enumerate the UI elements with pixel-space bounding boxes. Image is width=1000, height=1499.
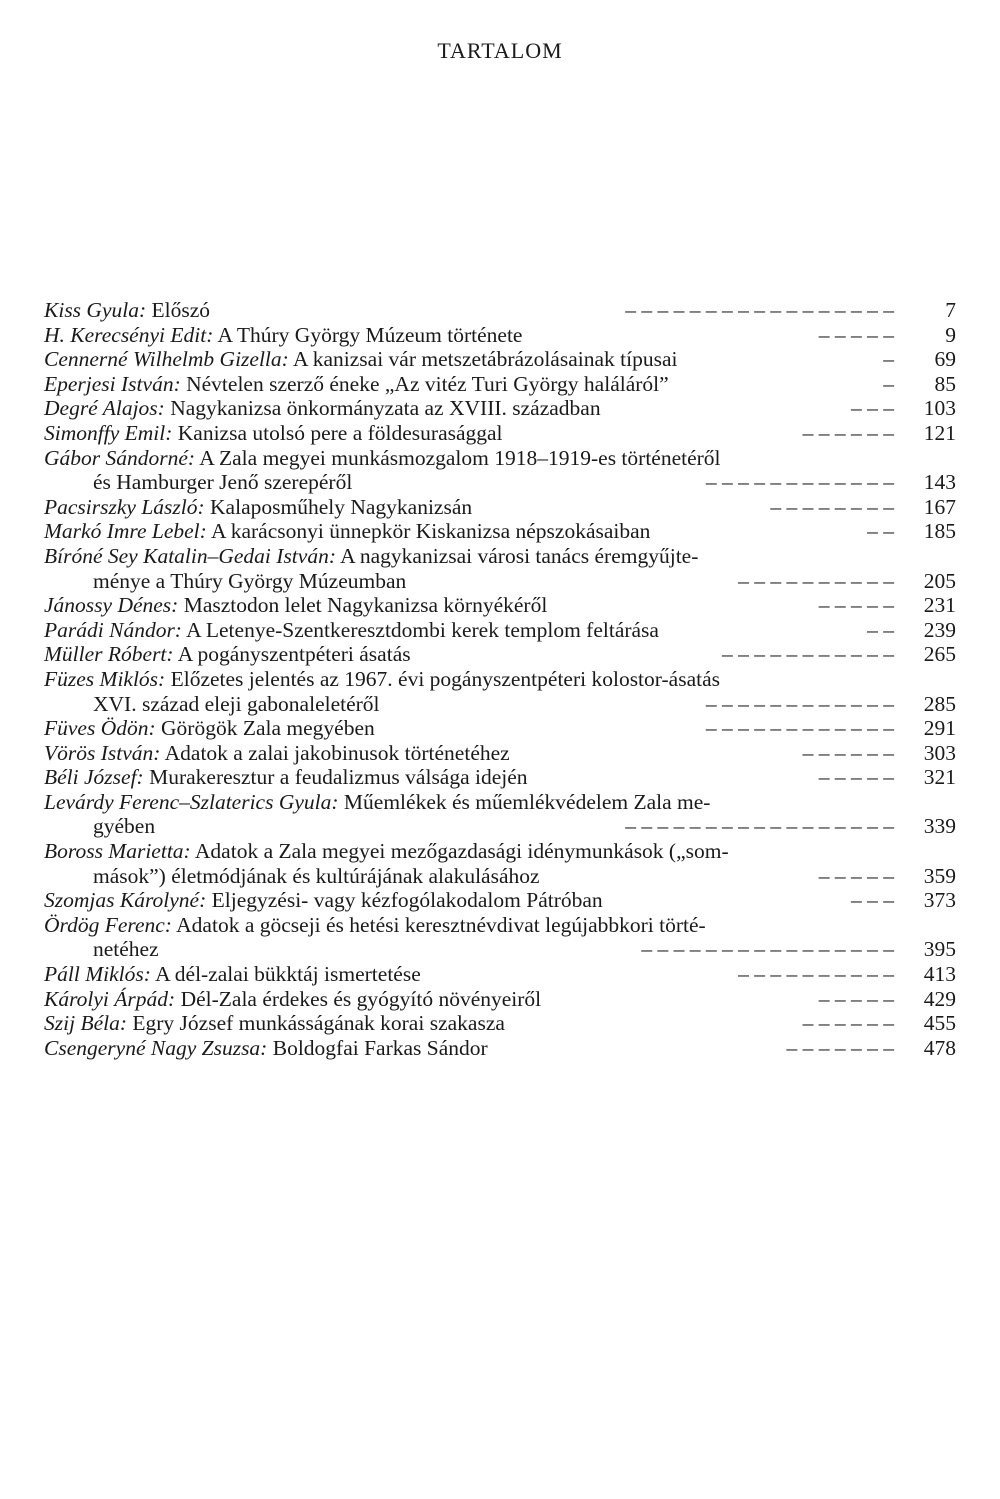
entry-title: A karácsonyi ünnepkör Kiskanizsa népszokásaiban [206, 519, 651, 544]
entry-title: Adatok a göcseji és hetési keresztnévdivat legújabbkori törté- [171, 912, 706, 937]
entry-title: A kanizsai vár metszetábrázolásainak típusai [288, 347, 678, 372]
entry-title: Névtelen szerző éneke „Az vitéz Turi György haláláról” [180, 371, 669, 396]
entry-author: Csengeryné Nagy Zsuzsa: [44, 1035, 268, 1060]
toc-entry[interactable] [44, 839, 956, 888]
dot-leader: – – – – – – [802, 420, 894, 445]
entry-title: Eljegyzési- vagy kézfogólakodalom Pátróban [206, 888, 603, 913]
entry-title: Adatok a zalai jakobinusok történetéhez [160, 740, 510, 765]
dot-leader: – – – – – – – – – – – – [705, 470, 894, 495]
toc-entry-line [44, 372, 956, 397]
entry-title: Masztodon lelet Nagykanizsa környékéről [178, 593, 548, 618]
dot-leader: – – – [851, 396, 894, 421]
entry-author: Parádi Nándor: [44, 617, 182, 642]
entry-title: netéhez [93, 937, 159, 962]
toc-entry[interactable] [44, 323, 956, 348]
dot-leader: – – – – – – – – – – – – – – – – [641, 937, 894, 962]
toc-entry[interactable] [44, 298, 956, 323]
entry-title: Adatok a Zala megyei mezőgazdasági idénymunkások („som- [190, 839, 729, 864]
page-number: 455 [923, 1011, 956, 1036]
dot-leader: – – – – – – – – – – – – [705, 691, 894, 716]
toc-entry-line [44, 1011, 956, 1036]
dot-leader: – – – – – [818, 593, 894, 618]
toc-entry-line [44, 716, 956, 741]
entry-title: A pogányszentpéteri ásatás [173, 642, 411, 667]
toc-entry[interactable] [44, 741, 956, 766]
entry-title: A nagykanizsai városi tanács éremgyűjte- [335, 543, 699, 568]
entry-title: Egry József munkásságának korai szakasza [127, 1011, 505, 1036]
entry-title: Kalaposműhely Nagykanizsán [204, 494, 473, 519]
page-number: 478 [923, 1035, 956, 1060]
toc-entry-continuation [44, 692, 956, 717]
entry-author: Füves Ödön: [44, 716, 156, 741]
entry-author: Szomjas Károlyné: [44, 888, 207, 913]
page-number: 429 [923, 986, 956, 1011]
toc-entry[interactable] [44, 716, 956, 741]
toc-entry[interactable] [44, 593, 956, 618]
entry-author: Markó Imre Lebel: [44, 519, 207, 544]
dot-leader: – – – – – [818, 322, 894, 347]
toc-entry[interactable] [44, 421, 956, 446]
entry-title: Dél-Zala érdekes és gyógyító növényeiről [175, 986, 542, 1011]
entry-author: Ördög Ferenc: [44, 912, 172, 937]
page-number: 7 [945, 298, 956, 322]
toc-entry-line [44, 913, 956, 938]
dot-leader: – – – – – – – – – – – [722, 642, 894, 667]
entry-author: Vörös István: [44, 740, 161, 765]
toc-entry-line [44, 446, 956, 471]
toc-entry-continuation [44, 864, 956, 889]
toc-entry-line [44, 544, 956, 569]
toc-entry-continuation [44, 569, 956, 594]
dot-leader: – – [867, 617, 894, 642]
dot-leader: – – – – – – [802, 1011, 894, 1036]
toc-entry-continuation [44, 470, 956, 495]
toc-entry[interactable] [44, 495, 956, 520]
toc-entry-line [44, 790, 956, 815]
page-number: 265 [923, 642, 956, 667]
toc-entry[interactable] [44, 347, 956, 372]
toc-entry-line [44, 642, 956, 667]
entry-author: Degré Alajos: [44, 396, 165, 421]
toc-entry-line [44, 1036, 956, 1061]
page-number: 339 [923, 814, 956, 839]
toc-entry[interactable] [44, 396, 956, 421]
dot-leader: – – – – – – – – – – – – [705, 716, 894, 741]
toc-entry-line [44, 323, 956, 348]
entry-title: mások”) életmódjának és kultúrájának alakulásához [93, 863, 540, 888]
entry-title: A Letenye-Szentkeresztdombi kerek templom feltárása [181, 617, 659, 642]
page-number: 395 [923, 937, 956, 962]
page-number: 321 [923, 765, 956, 790]
toc-entry[interactable] [44, 618, 956, 643]
page-number: 285 [923, 691, 956, 716]
dot-leader: – – – [851, 888, 894, 913]
dot-leader: – – – – – – – – – – – – – – – – – [625, 298, 894, 322]
page-number: 303 [923, 740, 956, 765]
page-number: 103 [923, 396, 956, 421]
dot-leader: – – [867, 519, 894, 544]
dot-leader: – – – – – – – – – – [738, 962, 894, 987]
toc-entry[interactable] [44, 372, 956, 397]
toc-entry[interactable] [44, 1011, 956, 1036]
entry-author: Károlyi Árpád: [44, 986, 176, 1011]
page-number: 205 [923, 568, 956, 593]
toc-entry[interactable] [44, 962, 956, 987]
toc-entry-continuation [44, 937, 956, 962]
entry-title: Műemlékek és műemlékvédelem Zala me- [338, 789, 711, 814]
dot-leader: – [883, 347, 894, 372]
page-number: 9 [945, 322, 956, 347]
page-number: 167 [923, 494, 956, 519]
toc-entry[interactable] [44, 987, 956, 1012]
page-number: 373 [923, 888, 956, 913]
entry-title: A dél-zalai bükktáj ismertetése [150, 962, 421, 987]
toc-entry-line [44, 667, 956, 692]
page-title: TARTALOM [437, 38, 563, 63]
toc-entry[interactable] [44, 913, 956, 962]
entry-title: Boldogfai Farkas Sándor [267, 1035, 488, 1060]
entry-title: A Thúry György Múzeum története [213, 322, 523, 347]
toc-entry-line [44, 962, 956, 987]
entry-author: Eperjesi István: [44, 371, 181, 396]
toc-entry-line [44, 298, 956, 323]
dot-leader: – [883, 371, 894, 396]
entry-author: Páll Miklós: [44, 962, 151, 987]
page-number: 121 [923, 420, 956, 445]
entry-title: XVI. század eleji gabonaleletéről [93, 691, 380, 716]
page-number: 143 [923, 470, 956, 495]
toc-entry[interactable] [44, 1036, 956, 1061]
entry-author: Gábor Sándorné: [44, 445, 196, 470]
dot-leader: – – – – – [818, 765, 894, 790]
entry-author: Levárdy Ferenc–Szlaterics Gyula: [44, 789, 339, 814]
toc-entry[interactable] [44, 765, 956, 790]
entry-title: Kanizsa utolsó pere a földesurasággal [172, 420, 503, 445]
dot-leader: – – – – – – – – – – [738, 568, 894, 593]
toc-entry[interactable] [44, 667, 956, 716]
dot-leader: – – – – – [818, 863, 894, 888]
page-number: 69 [934, 347, 956, 372]
page-number: 85 [934, 371, 956, 396]
toc-entry-line [44, 888, 956, 913]
toc-entry-line [44, 765, 956, 790]
page-number: 413 [923, 962, 956, 987]
toc-entry-line [44, 593, 956, 618]
entry-author: H. Kerecsényi Edit: [44, 322, 214, 347]
toc-entry-line [44, 618, 956, 643]
dot-leader: – – – – – [818, 986, 894, 1011]
toc-entry-line [44, 519, 956, 544]
entry-author: Cennerné Wilhelmb Gizella: [44, 347, 289, 372]
page-number: 359 [923, 863, 956, 888]
entry-author: Müller Róbert: [44, 642, 174, 667]
page-number: 291 [923, 716, 956, 741]
toc-entry[interactable] [44, 446, 956, 495]
entry-author: Béli József: [44, 765, 144, 790]
toc-entry-line [44, 421, 956, 446]
toc-entry[interactable] [44, 519, 956, 544]
table-of-contents [44, 298, 956, 1060]
entry-title: ménye a Thúry György Múzeumban [93, 568, 407, 593]
entry-title: Előszó [146, 298, 211, 322]
toc-entry[interactable] [44, 642, 956, 667]
page-number: 239 [923, 617, 956, 642]
entry-author: Jánossy Dénes: [44, 593, 179, 618]
toc-entry-line [44, 987, 956, 1012]
entry-title: Görögök Zala megyében [155, 716, 375, 741]
entry-title: és Hamburger Jenő szerepéről [93, 470, 353, 495]
entry-author: Szij Béla: [44, 1011, 127, 1036]
entry-title: Előzetes jelentés az 1967. évi pogányszentpéteri kolostor-ásatás [165, 666, 721, 691]
toc-entry-line [44, 396, 956, 421]
entry-title: A Zala megyei munkásmozgalom 1918–1919-es történetéről [195, 445, 721, 470]
dot-leader: – – – – – – – – – – – – – – – – – [625, 814, 894, 839]
entry-title: gyében [93, 814, 156, 839]
entry-title: Nagykanizsa önkormányzata az XVIII. században [164, 396, 601, 421]
toc-entry-continuation [44, 814, 956, 839]
toc-entry[interactable] [44, 888, 956, 913]
entry-title: Murakeresztur a feudalizmus válsága idején [143, 765, 528, 790]
dot-leader: – – – – – – – – [770, 494, 894, 519]
entry-author: Kiss Gyula: [44, 298, 147, 322]
dot-leader: – – – – – – [802, 740, 894, 765]
entry-author: Simonffy Emil: [44, 420, 173, 445]
toc-entry-line [44, 347, 956, 372]
entry-author: Bíróné Sey Katalin–Gedai István: [44, 543, 336, 568]
page-number: 185 [923, 519, 956, 544]
dot-leader: – – – – – – – [786, 1035, 894, 1060]
toc-entry[interactable] [44, 544, 956, 593]
entry-author: Füzes Miklós: [44, 666, 166, 691]
entry-author: Boross Marietta: [44, 839, 191, 864]
toc-entry-line [44, 839, 956, 864]
toc-entry-line [44, 495, 956, 520]
toc-entry-line [44, 741, 956, 766]
page-number: 231 [923, 593, 956, 618]
entry-author: Pacsirszky László: [44, 494, 205, 519]
toc-entry[interactable] [44, 790, 956, 839]
